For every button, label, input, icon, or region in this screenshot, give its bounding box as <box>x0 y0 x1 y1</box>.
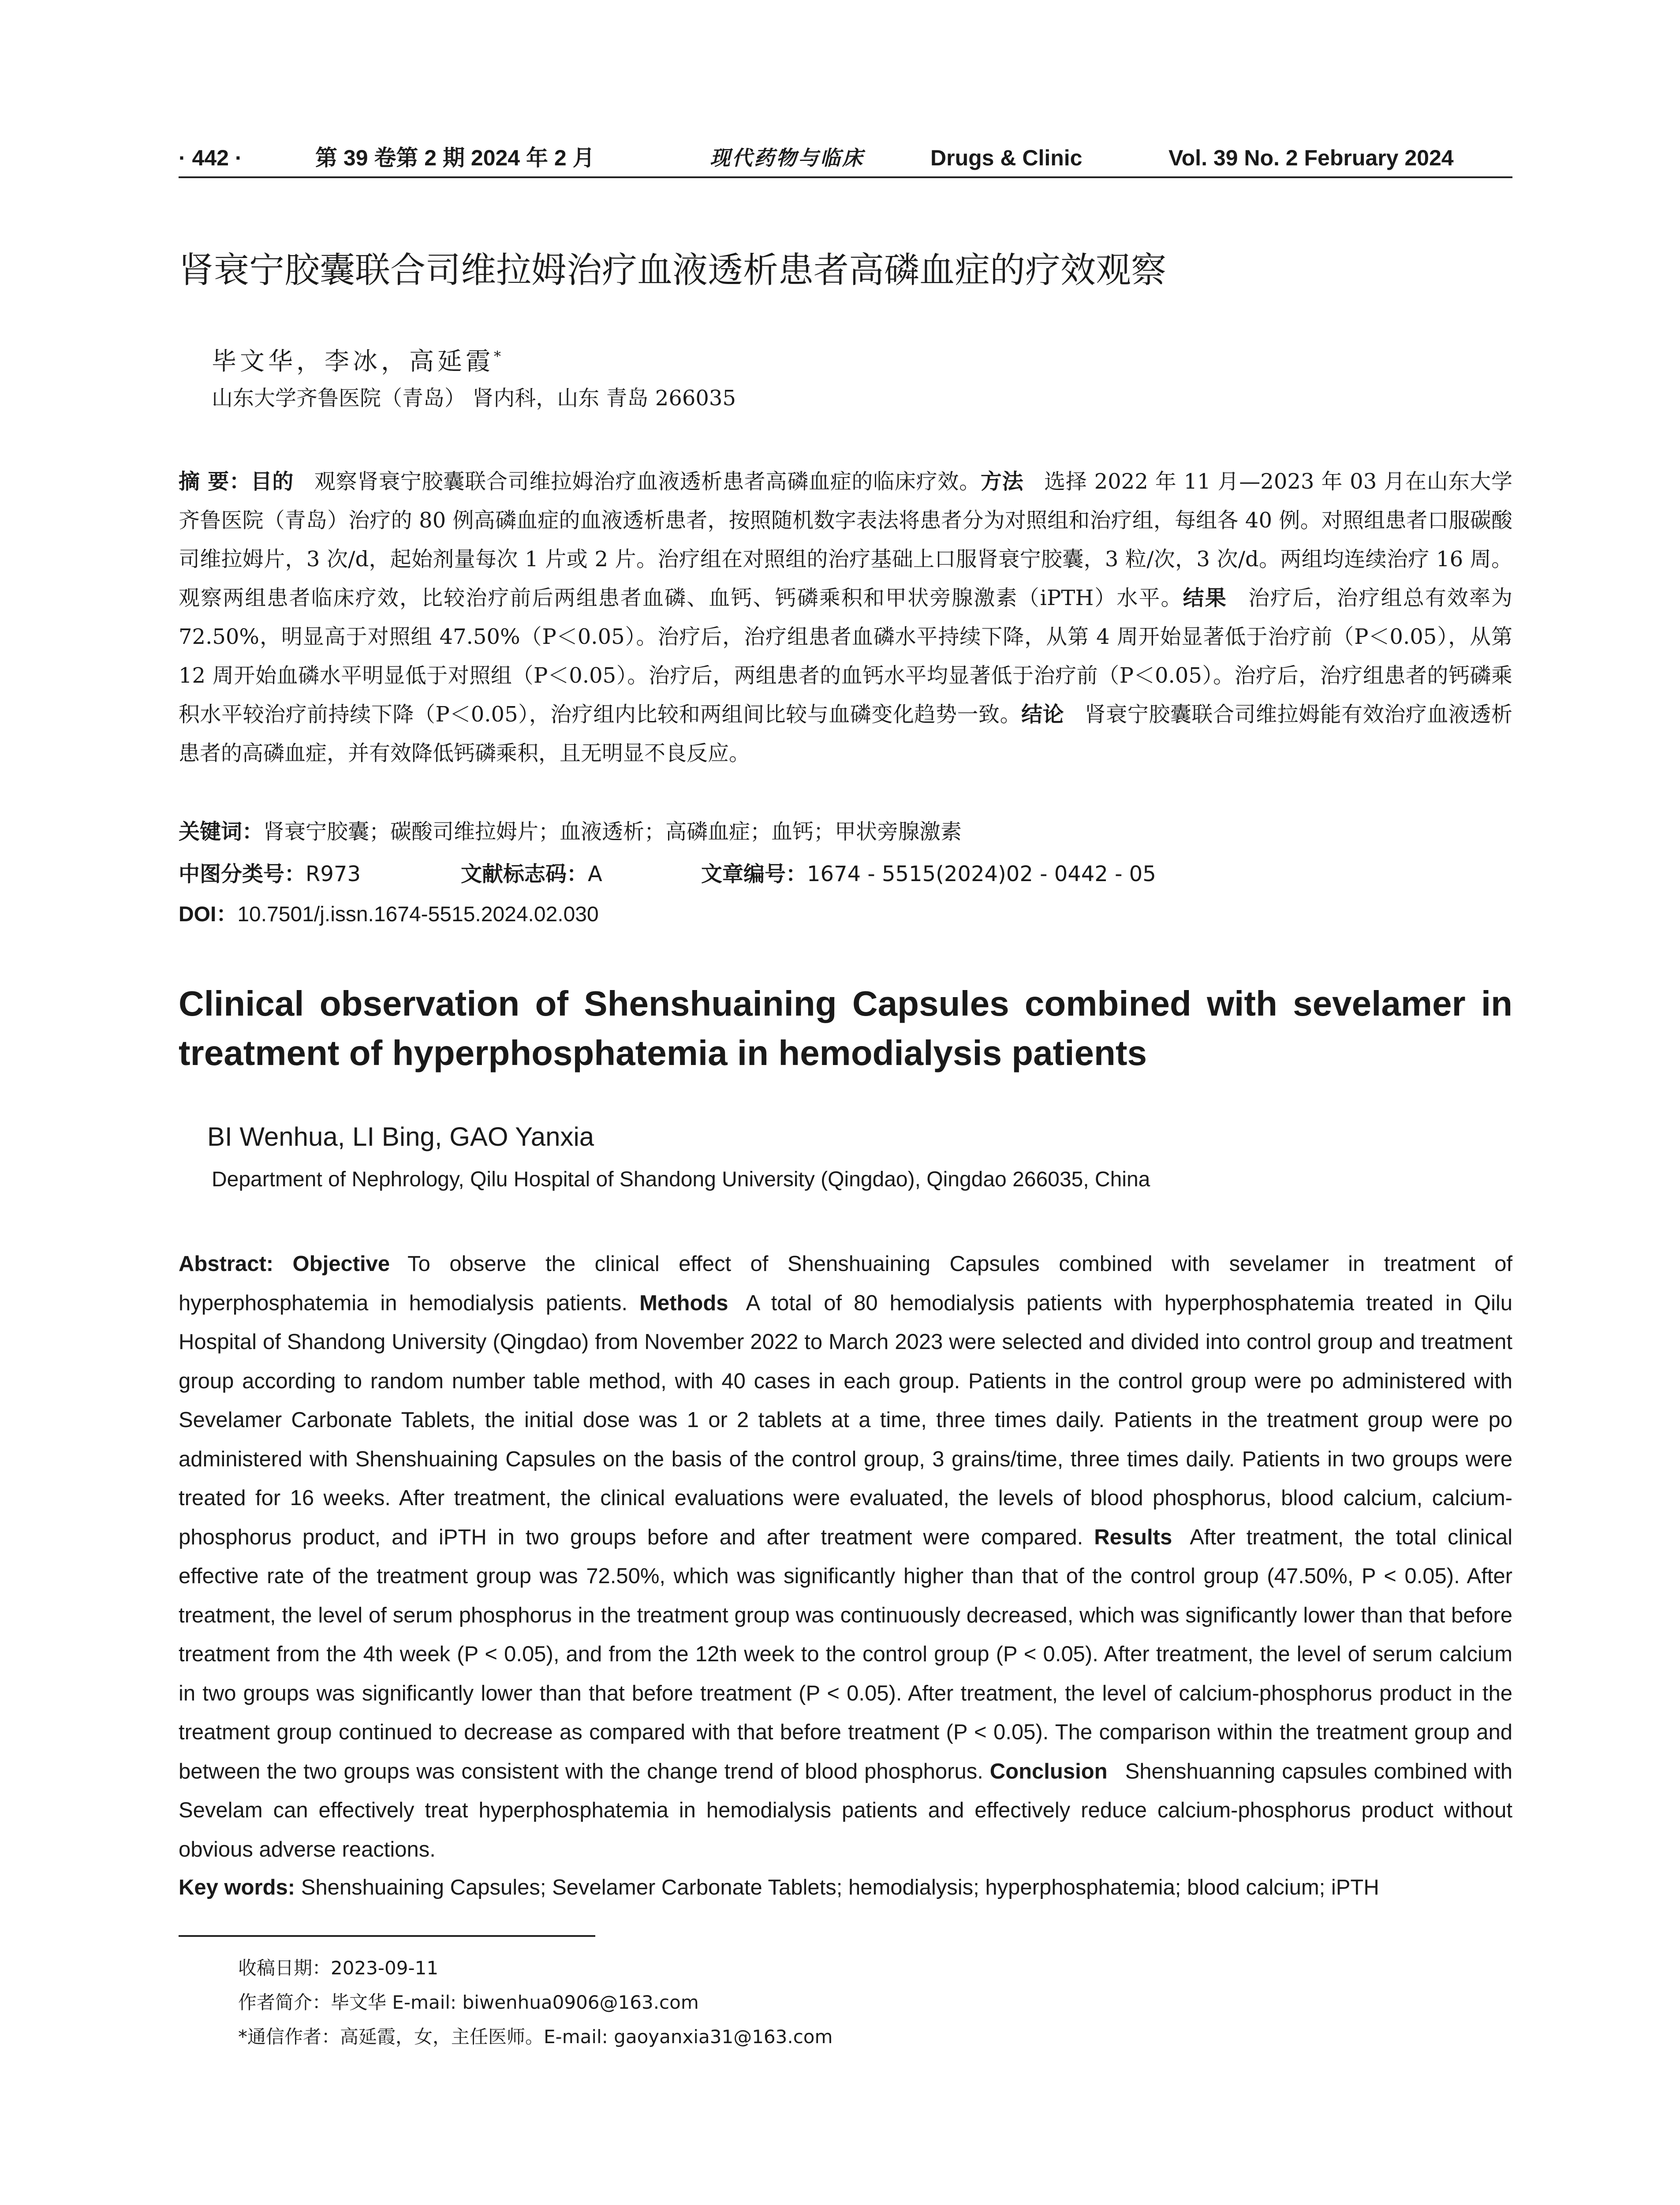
classification-line <box>179 857 1512 891</box>
methods-en: A total of 80 hemodialysis patients with hyperphosphatemia treated in Qilu Hospital of Shandong University (Qingdao) from November 2022 to March 2023 were selected and divided into control group and treatment group according to random number table method, with 40 cases in each group. Patients in the control group were po administered with Sevelamer Carbonate Tablets, the initial dose was 1 or 2 tablets at a time, three times daily. Patients in the treatment group were po administered with Shenshuaining Capsules on the basis of the control group, 3 grains/time, three times daily. Patients in two groups were treated for 16 weeks. After treatment, the clinical evaluations were evaluated, the levels of blood phosphorus, blood calcium, calcium-phosphorus product, and iPTH in two groups before and after treatment were compared. <box>179 1291 1512 1549</box>
doi <box>179 898 599 931</box>
methods-cn: 选择 2022 年 11 月—2023 年 03 月在山东大学齐鲁医院（青岛）治疗的 80 例高磷血症的血液透析患者，按照随机数字表法将患者分为对照组和治疗组，每组各 40 例。对照组患者口服碳酸司维拉姆片，3 次/d，起始剂量每次 1 片或 2 片。治疗组在对照组的治疗基础上口服肾衰宁胶囊，3 粒/次，3 次/d。两组均连续治疗 16 周。观察两组患者临床疗效，比较治疗前后两组患者血磷、血钙、钙磷乘积和甲状旁腺激素（iPTH）水平。 <box>179 469 1512 610</box>
journal-name-en: Drugs & Clinic <box>930 146 1083 170</box>
article-no-label: 文章编号： <box>701 862 807 886</box>
clc-label: 中图分类号： <box>179 862 306 886</box>
keywords-cn-label: 关键词： <box>179 819 264 844</box>
footnote-received: 收稿日期：2023-09-11 <box>238 1957 439 1979</box>
affiliation-en: Department of Nephrology, Qilu Hospital of Shandong University (Qingdao), Qingdao 266035, China <box>212 1168 1150 1191</box>
conclusion-en-label: Conclusion <box>989 1759 1108 1783</box>
doc-code-label: 文献标志码： <box>461 862 588 886</box>
keywords-en-text: Shenshuaining Capsules; Sevelamer Carbonate Tablets; hemodialysis; hyperphosphatemia; blood calcium; iPTH <box>301 1876 1379 1899</box>
results-en: After treatment, the total clinical effective rate of the treatment group was 72.50%, which was significantly higher than that of the control group (47.50%, P < 0.05). After treatment, the level of serum phosphorus in the treatment group was continuously decreased, which was significantly lower than that before treatment from the 4th week (P < 0.05), and from the 12th week to the control group (P < 0.05). After treatment, the level of serum calcium in two groups was significantly lower than that before treatment (P < 0.05). After treatment, the level of calcium-phosphorus product in the treatment group continued to decrease as compared with that before treatment (P < 0.05). The comparison within the treatment group and between the two groups was consistent with the change trend of blood phosphorus. <box>179 1525 1512 1783</box>
conclusion-cn: 肾衰宁胶囊联合司维拉姆能有效治疗血液透析患者的高磷血症，并有效降低钙磷乘积，且无明显不良反应。 <box>179 702 1512 766</box>
article-title-en: Clinical observation of Shenshuaining Capsules combined with sevelamer in treatment of hyperphosphatemia in hemodialysis patients <box>179 984 1512 1073</box>
results-cn-label: 结果 <box>1183 586 1227 610</box>
results-cn: 治疗后，治疗组总有效率为 72.50%，明显高于对照组 47.50%（P＜0.05）。治疗后，治疗组患者血磷水平持续下降，从第 4 周开始显著低于治疗前（P＜0.05），从第 12 周开始血磷水平明显低于对照组（P＜0.05）。治疗后，两组患者的血钙水平均显著低于治疗前（P＜0.05）。治疗后，治疗组患者的钙磷乘积水平较治疗前持续下降（P＜0.05），治疗组内比较和两组间比较与血磷变化趋势一致。 <box>179 586 1512 727</box>
page-number: · 442 · <box>179 146 243 170</box>
authors-cn-names: 毕文华，李冰，高延霞 <box>212 347 494 376</box>
objective-cn: 观察肾衰宁胶囊联合司维拉姆治疗血液透析患者高磷血症的临床疗效。 <box>314 469 981 494</box>
doi-label: DOI： <box>179 903 238 926</box>
methods-en-label: Methods <box>639 1291 728 1315</box>
corresponding-mark: * <box>494 348 504 365</box>
objective-en-label: Objective <box>292 1252 390 1276</box>
abstract-en <box>179 1245 1512 1869</box>
authors-en: BI Wenhua, LI Bing, GAO Yanxia <box>207 1122 594 1151</box>
clc-value: R973 <box>306 862 361 886</box>
keywords-cn <box>179 815 1512 848</box>
footnote-author-info: 作者简介：毕文华 E-mail: biwenhua0906@163.com <box>238 1992 699 2013</box>
abstract-en-label: Abstract: <box>179 1252 274 1276</box>
objective-en: To observe the clinical effect of Shenshuaining Capsules combined with sevelamer in treatment of hyperphosphatemia in hemodialysis patients. <box>179 1252 1512 1315</box>
footnote-rule <box>179 1935 595 1937</box>
article-no-value: 1674 - 5515(2024)02 - 0442 - 05 <box>807 862 1156 886</box>
authors-cn <box>212 339 504 380</box>
conclusion-en: Shenshuanning capsules combined with Sevelam can effectively treat hyperphosphatemia in hemodialysis patients and effectively reduce calcium-phosphorus product without obvious adverse reactions. <box>179 1759 1513 1861</box>
affiliation-cn: 山东大学齐鲁医院（青岛） 肾内科，山东 青岛 266035 <box>212 386 736 411</box>
header-rule <box>179 176 1512 178</box>
keywords-cn-text: 肾衰宁胶囊；碳酸司维拉姆片；血液透析；高磷血症；血钙；甲状旁腺激素 <box>263 819 962 844</box>
journal-name-cn: 现代药物与临床 <box>710 146 864 170</box>
keywords-en-label: Key words: <box>179 1876 295 1899</box>
conclusion-cn-label: 结论 <box>1021 702 1064 727</box>
issue-cn: 第 39 卷第 2 期 2024 年 2 月 <box>315 146 595 170</box>
keywords-en <box>179 1870 1512 1905</box>
doi-value: 10.7501/j.issn.1674-5515.2024.02.030 <box>237 903 599 926</box>
article-title-cn: 肾衰宁胶囊联合司维拉姆治疗血液透析患者高磷血症的疗效观察 <box>179 250 1166 291</box>
issue-en: Vol. 39 No. 2 February 2024 <box>1169 146 1454 170</box>
methods-cn-label: 方法 <box>980 469 1024 494</box>
doc-code-value: A <box>588 862 602 886</box>
objective-cn-label: 目的 <box>250 469 294 494</box>
abstract-cn-label: 摘 要： <box>179 469 251 494</box>
footnote-corresponding: *通信作者：高延霞，女，主任医师。E-mail: gaoyanxia31@163.com <box>238 2026 833 2048</box>
results-en-label: Results <box>1094 1525 1172 1549</box>
abstract-cn <box>179 462 1512 773</box>
